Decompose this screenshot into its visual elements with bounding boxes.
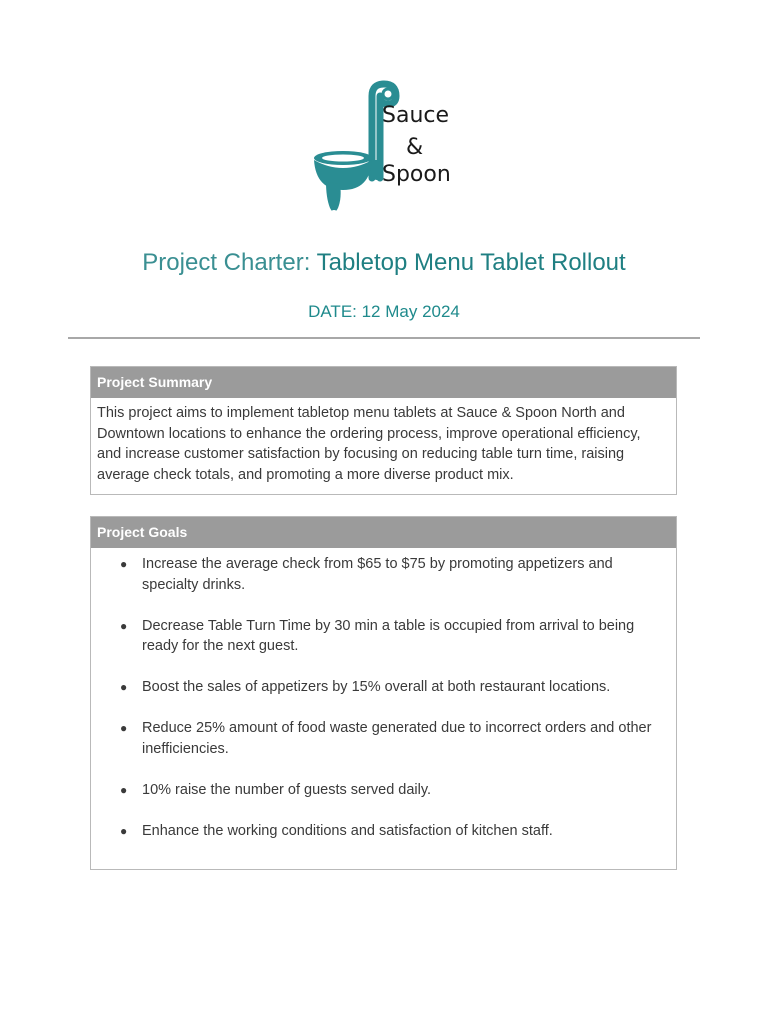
goal-text: Boost the sales of appetizers by 15% overall at both restaurant locations. [142, 679, 611, 696]
divider [68, 337, 700, 339]
goal-item [91, 718, 676, 759]
goal-text: Enhance the working conditions and satisfaction of kitchen staff. [142, 823, 553, 840]
bullet-icon: ● [120, 824, 128, 839]
bullet-icon: ● [120, 721, 128, 736]
project-goals-heading: Project Goals [91, 517, 676, 548]
goal-text: Decrease Table Turn Time by 30 min a table is occupied from arrival to being ready for the next guest. [142, 617, 635, 655]
goal-list [91, 548, 676, 842]
project-summary-text: This project aims to implement tabletop menu tablets at Sauce & Spoon North and Downtown locations to enhance the ordering process, improve operational efficiency, and increase customer satisfaction by focusing on reducing table turn time, raising average check totals, and promoting a more diverse product mix. [97, 405, 641, 483]
goal-text: Reduce 25% amount of food waste generated due to incorrect orders and other inefficiencies. [142, 720, 652, 758]
project-summary-section [90, 366, 677, 495]
logo-text-spoon: Spoon [382, 162, 451, 187]
bullet-icon: ● [120, 783, 128, 798]
charter-date: DATE: 12 May 2024 [308, 302, 460, 321]
page-title [0, 247, 768, 279]
logo-text-sauce: Sauce [382, 103, 450, 128]
title-prefix: Project Charter: [142, 249, 311, 276]
goal-text: 10% raise the number of guests served daily. [142, 782, 432, 799]
project-goals-section [90, 516, 677, 870]
bullet-icon: ● [120, 557, 128, 571]
bullet-icon: ● [120, 618, 128, 633]
goal-item [91, 616, 676, 657]
title-project-name: Tabletop Menu Tablet Rollout [316, 249, 626, 276]
goal-item [91, 780, 676, 801]
bullet-icon: ● [120, 680, 128, 695]
project-summary-heading: Project Summary [91, 367, 676, 398]
goal-item [91, 677, 676, 698]
goal-item [91, 821, 676, 842]
goal-item [91, 554, 676, 595]
ladle-spoon-icon [312, 78, 458, 220]
sauce-and-spoon-logo [312, 78, 458, 220]
logo-text-ampersand: & [406, 135, 424, 160]
goal-text: Increase the average check from $65 to $75 by promoting appetizers and specialty drinks. [142, 556, 613, 593]
